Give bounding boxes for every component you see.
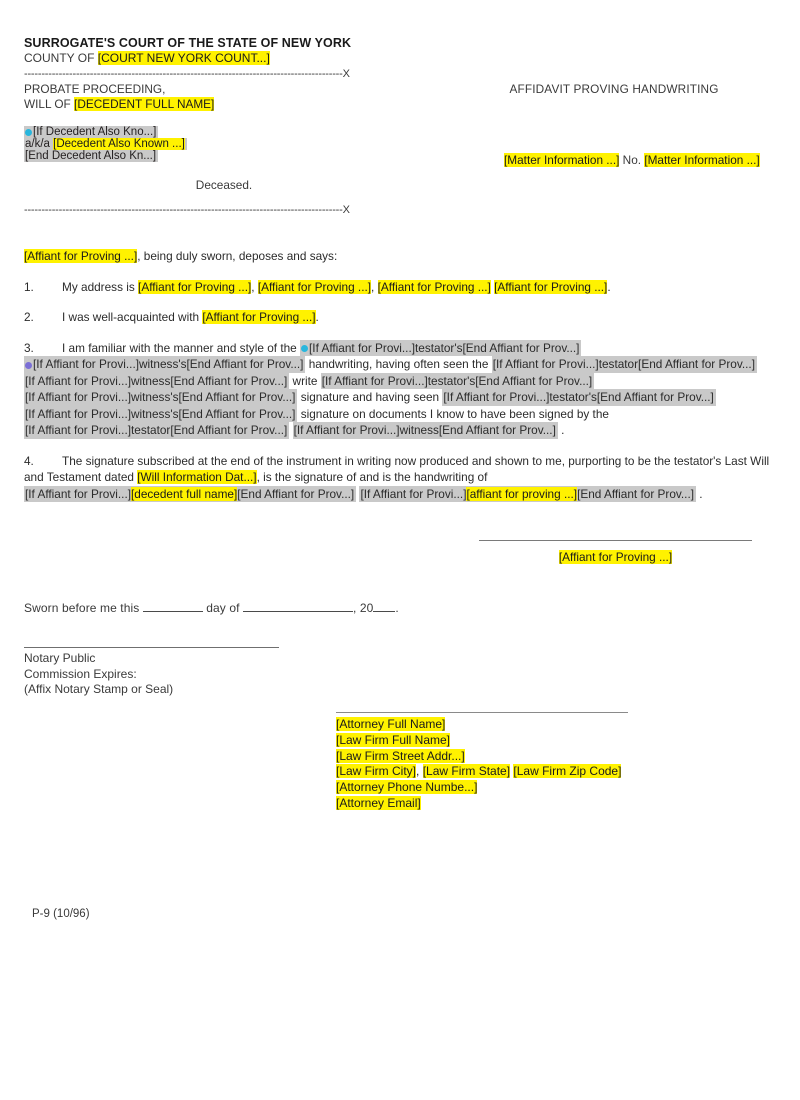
p4-decedent-name-token[interactable]: [decedent full name] — [131, 486, 238, 501]
caption-rule-bottom: --------------------------------------------------------------------------------------------X — [24, 204, 350, 216]
address-token-4[interactable]: [Affiant for Proving ...] — [494, 279, 608, 294]
p3-text-5: . — [557, 423, 565, 437]
law-firm-citystatezip-line — [336, 764, 636, 780]
violet-bullet-icon — [25, 362, 32, 369]
acquainted-token[interactable]: [Affiant for Proving ...] — [202, 310, 316, 324]
p3-c2-end[interactable]: [End Affiant for Prov...] — [186, 357, 304, 371]
law-firm-state-token[interactable]: [Law Firm State] — [422, 764, 511, 779]
form-code-footer: P-9 (10/96) — [32, 908, 90, 920]
p3-c10-end[interactable]: [End Affiant for Prov...] — [438, 423, 556, 437]
p3-text-1: handwriting, having often seen the — [305, 357, 492, 371]
aka-if-wrap[interactable] — [24, 126, 158, 138]
notary-signature-rule — [24, 647, 279, 648]
attorney-phone-token[interactable]: [Attorney Phone Numbe...] — [336, 780, 478, 795]
p3-text-2: write — [289, 373, 321, 388]
p3-c6-mid: witness's — [131, 390, 179, 404]
p3-c3-end[interactable]: [End Affiant for Prov...] — [638, 357, 755, 371]
p3-cond-6[interactable] — [24, 389, 297, 406]
cyan-bullet-icon — [25, 129, 32, 136]
p3-c6-if[interactable]: [If Affiant for Provi...] — [25, 390, 131, 404]
address-token-1[interactable]: [Affiant for Proving ...] — [138, 279, 252, 294]
law-firm-name-line — [336, 733, 636, 749]
p3-c4-mid: witness — [131, 373, 171, 388]
p3-c5-end[interactable]: [End Affiant for Prov...] — [475, 373, 593, 388]
address-token-3[interactable]: [Affiant for Proving ...] — [377, 279, 491, 294]
p3-cond-8[interactable] — [24, 406, 297, 423]
sworn-year-blank[interactable] — [373, 600, 395, 612]
proceeding-line: PROBATE PROCEEDING, — [24, 82, 166, 96]
commission-expires-label: Commission Expires: — [24, 666, 137, 681]
county-token[interactable]: [COURT NEW YORK COUNT...] — [97, 51, 270, 65]
p3-c3-if[interactable]: [If Affiant for Provi...] — [492, 357, 599, 371]
p3-text-3: signature and having seen — [297, 390, 443, 404]
address-token-2[interactable]: [Affiant for Proving ...] — [257, 279, 372, 294]
p3-c1-if[interactable]: [If Affiant for Provi...] — [309, 340, 416, 355]
document-body — [24, 36, 784, 698]
paragraph-1-number: 1. — [24, 279, 34, 294]
paragraph-4-number: 4. — [24, 453, 34, 468]
matter-token-1[interactable]: [Matter Information ...] — [504, 153, 620, 167]
matter-no-label: No. — [619, 153, 645, 167]
p4-c1-end[interactable]: [End Affiant for Prov...] — [237, 486, 355, 501]
p3-c8-end[interactable]: [End Affiant for Prov...] — [178, 406, 296, 421]
p3-c7-if[interactable]: [If Affiant for Provi...] — [443, 390, 550, 404]
law-firm-street-line — [336, 749, 636, 765]
matter-number-line — [444, 152, 784, 168]
law-firm-street-token[interactable]: [Law Firm Street Addr...] — [336, 748, 465, 763]
attorney-phone-line — [336, 780, 636, 796]
p3-c1-end[interactable]: [End Affiant for Prov...] — [462, 340, 580, 355]
sworn-day-blank[interactable] — [143, 600, 203, 612]
attorney-rule — [336, 712, 628, 713]
p3-cond-3[interactable] — [492, 356, 757, 373]
document-title: AFFIDAVIT PROVING HANDWRITING — [509, 82, 719, 96]
paragraph-2-number: 2. — [24, 310, 34, 324]
law-firm-city-token[interactable]: [Law Firm City] — [336, 764, 417, 779]
p3-c4-end[interactable]: [End Affiant for Prov...] — [170, 373, 288, 388]
p3-cond-4[interactable] — [24, 373, 289, 390]
sworn-text-2: , 20 — [353, 601, 374, 615]
caption-right-column — [444, 82, 784, 168]
notary-block — [24, 647, 784, 698]
sworn-text-1: day of — [202, 601, 243, 615]
p3-text-4: signature on documents I know to have been signed by the — [297, 406, 609, 421]
paragraph-1-tail: . — [607, 279, 611, 294]
caption-block — [24, 82, 784, 202]
p3-c10-mid: witness — [399, 423, 439, 437]
p4-text-1: , is the signature of and is the handwriting of — [256, 470, 488, 484]
paragraph-3 — [24, 340, 784, 439]
county-line — [24, 51, 784, 66]
aka-if-token[interactable]: [If Decedent Also Kno...] — [33, 126, 157, 138]
address-sep-1: , — [251, 279, 258, 294]
notary-stamp-label: (Affix Notary Stamp or Seal) — [24, 682, 174, 696]
decedent-full-name-token[interactable]: [DECEDENT FULL NAME] — [74, 97, 215, 111]
p3-cond-5[interactable] — [321, 373, 594, 390]
p3-c2-mid: witness's — [139, 357, 187, 371]
attorney-full-name-token[interactable]: [Attorney Full Name] — [336, 717, 446, 731]
p4-cond-2[interactable] — [359, 486, 696, 503]
sworn-text-0: Sworn before me this — [24, 601, 143, 615]
county-label: COUNTY OF — [24, 51, 98, 65]
p3-c9-end[interactable]: [End Affiant for Prov...] — [170, 423, 288, 437]
intro-paragraph — [24, 248, 784, 265]
affiant-signature-block — [24, 540, 784, 586]
attorney-name-line — [336, 717, 636, 733]
p4-c2-if[interactable]: [If Affiant for Provi...] — [360, 486, 467, 501]
paragraph-2-lead: I was well-acquainted with — [62, 310, 203, 324]
p3-c9-if[interactable]: [If Affiant for Provi...] — [25, 423, 131, 437]
deceased-label: Deceased. — [195, 178, 253, 192]
law-firm-zip-token[interactable]: [Law Firm Zip Code] — [513, 764, 622, 779]
p3-c3-mid: testator — [598, 357, 639, 371]
court-title: SURROGATE'S COURT OF THE STATE OF NEW YORK — [24, 36, 352, 50]
aka-value-wrap — [24, 138, 187, 150]
intro-affiant-token[interactable]: [Affiant for Proving ...] — [24, 249, 138, 263]
p3-c1-mid: testator's — [415, 340, 463, 355]
p3-cond-2[interactable] — [24, 356, 305, 373]
p3-cond-7[interactable] — [442, 389, 715, 406]
law-firm-name-token[interactable]: [Law Firm Full Name] — [336, 732, 451, 747]
sworn-line — [24, 600, 784, 615]
caption-rule-top: --------------------------------------------------------------------------------------------X — [24, 68, 350, 80]
p4-text-2: . — [696, 486, 703, 501]
aka-end-wrap[interactable] — [24, 150, 158, 162]
p4-text-0: The signature subscribed at the end of the instrument in writing now produced and shown to me, purporting to be the testator's Last Will and Testament dated — [24, 453, 770, 484]
cyan-bullet-icon — [301, 345, 308, 352]
p4-cond-1[interactable] — [24, 486, 356, 503]
aka-end-token[interactable]: [End Decedent Also Kn...] — [25, 150, 157, 162]
p3-c7-end[interactable]: [End Affiant for Prov...] — [596, 390, 714, 404]
p3-c9-mid: testator — [131, 423, 171, 437]
aka-token[interactable]: [Decedent Also Known ...] — [53, 138, 185, 150]
p3-c2-if[interactable]: [If Affiant for Provi...] — [33, 357, 139, 371]
p4-c2-end[interactable]: [End Affiant for Prov...] — [577, 486, 695, 501]
p3-cond-10[interactable] — [293, 422, 558, 439]
signature-name — [479, 550, 752, 564]
p3-c7-mid: testator's — [549, 390, 597, 404]
attorney-block — [336, 712, 636, 812]
attorney-email-token[interactable]: [Attorney Email] — [336, 795, 421, 810]
will-date-token[interactable]: [Will Information Dat...] — [137, 470, 257, 484]
paragraph-4 — [24, 453, 784, 503]
p3-c5-mid: testator's — [427, 373, 476, 388]
p3-c6-end[interactable]: [End Affiant for Prov...] — [178, 390, 296, 404]
p3-c8-if[interactable]: [If Affiant for Provi...] — [25, 406, 131, 421]
intro-text: , being duly sworn, deposes and says: — [137, 249, 338, 263]
paragraph-2-tail: . — [315, 310, 319, 324]
matter-token-2[interactable]: [Matter Information ...] — [644, 153, 760, 167]
p3-cond-1[interactable] — [300, 340, 581, 357]
p3-c10-if[interactable]: [If Affiant for Provi...] — [293, 423, 400, 437]
p4-affiant-token[interactable]: [affiant for proving ...] — [466, 486, 578, 501]
paragraph-1-lead: My address is — [62, 279, 139, 294]
notary-public-label: Notary Public — [24, 651, 96, 665]
attorney-email-line — [336, 796, 636, 812]
aka-label: a/k/a — [25, 138, 54, 150]
address-sep-2: , — [371, 279, 378, 294]
p4-c1-if[interactable]: [If Affiant for Provi...] — [25, 486, 131, 501]
paragraph-1 — [24, 279, 784, 296]
p3-c8-mid: witness's — [131, 406, 179, 421]
sworn-month-blank[interactable] — [243, 600, 353, 612]
city-sep: , — [416, 764, 423, 779]
signature-rule — [479, 540, 752, 541]
paragraph-3-number: 3. — [24, 340, 34, 355]
will-of-label: WILL OF — [24, 97, 75, 111]
p3-text-0: I am familiar with the manner and style of the — [62, 340, 301, 355]
sworn-text-3: . — [395, 601, 399, 615]
p3-c5-if[interactable]: [If Affiant for Provi...] — [321, 373, 428, 388]
p3-c4-if[interactable]: [If Affiant for Provi...] — [25, 373, 131, 388]
paragraph-2 — [24, 309, 784, 326]
signature-affiant-token[interactable]: [Affiant for Proving ...] — [558, 550, 673, 564]
p3-cond-9[interactable] — [24, 422, 289, 439]
